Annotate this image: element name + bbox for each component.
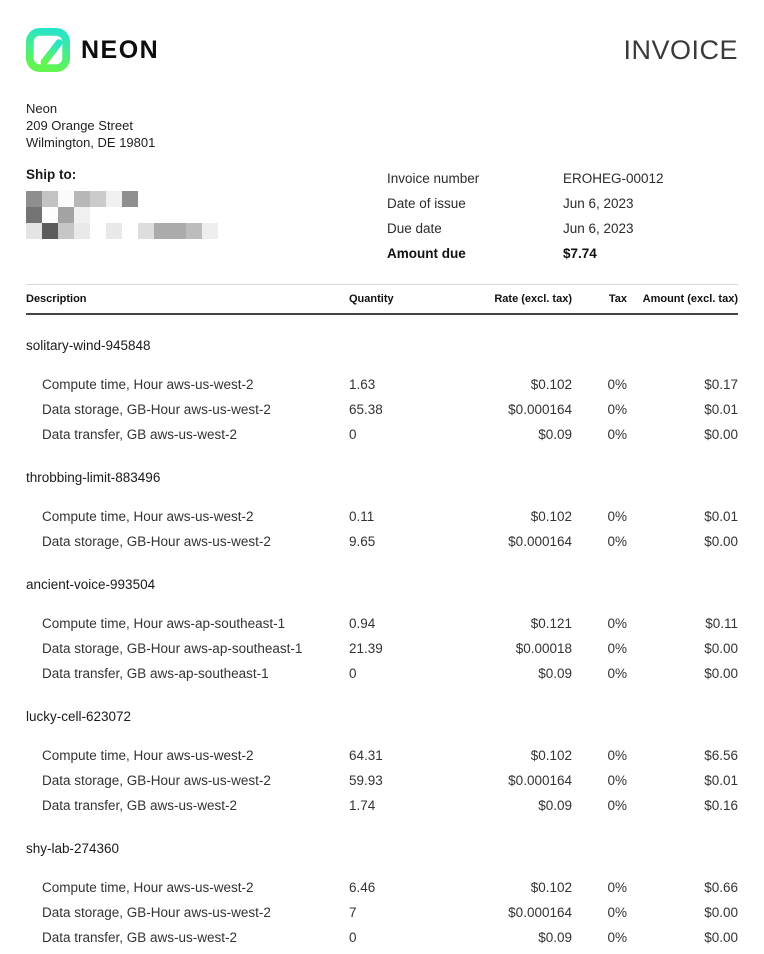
table-group: [26, 554, 738, 686]
meta-value: $7.74: [563, 246, 597, 261]
table-group: [26, 818, 738, 950]
cell-description: Data transfer, GB aws-us-west-2: [42, 930, 238, 945]
meta-label: Amount due: [387, 246, 466, 261]
column-header-amount: Amount (excl. tax): [642, 293, 738, 305]
cell-quantity: 59.93: [349, 773, 383, 788]
cell-rate: $0.000164: [508, 402, 572, 417]
table-row: [26, 504, 738, 529]
cell-quantity: 21.39: [349, 641, 383, 656]
redacted-pixel: [122, 223, 138, 239]
redacted-pixel: [42, 191, 58, 207]
cell-tax: 0%: [607, 509, 627, 524]
table-group: [26, 315, 738, 447]
invoice-mid-section: [26, 166, 738, 266]
meta-row: [387, 241, 738, 266]
project-name: throbbing-limit-883496: [26, 470, 161, 485]
cell-tax: 0%: [607, 616, 627, 631]
neon-logo: [26, 28, 159, 72]
cell-rate: $0.102: [530, 509, 572, 524]
cell-description: Compute time, Hour aws-ap-southeast-1: [42, 616, 286, 631]
company-address: [26, 100, 738, 151]
redacted-pixel: [58, 223, 74, 239]
cell-amount: $0.00: [704, 905, 738, 920]
cell-quantity: 1.63: [349, 377, 376, 392]
table-row: [26, 768, 738, 793]
table-row: [26, 793, 738, 818]
cell-quantity: 0: [349, 427, 357, 442]
redacted-pixel: [58, 191, 74, 207]
table-row: [26, 611, 738, 636]
cell-amount: $0.01: [704, 773, 738, 788]
redacted-pixel: [26, 207, 42, 223]
cell-amount: $0.00: [704, 930, 738, 945]
cell-description: Data storage, GB-Hour aws-us-west-2: [42, 773, 271, 788]
cell-rate: $0.09: [538, 930, 572, 945]
redacted-pixel: [106, 223, 122, 239]
project-name: lucky-cell-623072: [26, 709, 132, 724]
cell-rate: $0.102: [530, 377, 572, 392]
cell-rate: $0.000164: [508, 905, 572, 920]
cell-description: Data transfer, GB aws-us-west-2: [42, 427, 238, 442]
cell-tax: 0%: [607, 748, 627, 763]
table-row: [26, 900, 738, 925]
cell-description: Compute time, Hour aws-us-west-2: [42, 748, 254, 763]
redacted-pixel-row: [26, 207, 387, 223]
meta-row: [387, 166, 738, 191]
redacted-pixel: [26, 191, 42, 207]
cell-rate: $0.102: [530, 748, 572, 763]
invoice-table-body: [26, 315, 738, 950]
cell-tax: 0%: [607, 402, 627, 417]
cell-rate: $0.00018: [515, 641, 572, 656]
cell-description: Data transfer, GB aws-ap-southeast-1: [42, 666, 269, 681]
table-row: [26, 875, 738, 900]
cell-description: Compute time, Hour aws-us-west-2: [42, 509, 254, 524]
cell-amount: $0.66: [704, 880, 738, 895]
cell-description: Data storage, GB-Hour aws-us-west-2: [42, 402, 271, 417]
redacted-pixel: [122, 191, 138, 207]
company-name: Neon: [26, 101, 58, 116]
ship-to-label: Ship to:: [26, 167, 77, 182]
cell-tax: 0%: [607, 641, 627, 656]
cell-quantity: 0: [349, 666, 357, 681]
ship-to-redacted: [26, 191, 387, 239]
cell-quantity: 0.94: [349, 616, 376, 631]
neon-logo-icon: [26, 28, 70, 72]
meta-label: Date of issue: [387, 196, 466, 211]
meta-label: Invoice number: [387, 171, 480, 186]
table-row: [26, 397, 738, 422]
redacted-pixel: [106, 207, 122, 223]
cell-tax: 0%: [607, 880, 627, 895]
redacted-pixel: [90, 191, 106, 207]
cell-amount: $6.56: [704, 748, 738, 763]
cell-amount: $0.00: [704, 666, 738, 681]
cell-rate: $0.000164: [508, 773, 572, 788]
table-header-row: [26, 284, 738, 315]
cell-amount: $0.01: [704, 509, 738, 524]
redacted-pixel: [154, 223, 170, 239]
redacted-pixel: [42, 207, 58, 223]
neon-wordmark: NEON: [81, 35, 160, 64]
cell-amount: $0.01: [704, 402, 738, 417]
cell-amount: $0.00: [704, 427, 738, 442]
redacted-pixel: [106, 191, 122, 207]
meta-value: EROHEG-00012: [563, 171, 664, 186]
column-header-tax: Tax: [608, 293, 627, 305]
cell-tax: 0%: [607, 798, 627, 813]
cell-amount: $0.00: [704, 534, 738, 549]
table-row: [26, 529, 738, 554]
cell-quantity: 64.31: [349, 748, 383, 763]
cell-amount: $0.17: [704, 377, 738, 392]
cell-tax: 0%: [607, 666, 627, 681]
table-row: [26, 372, 738, 397]
meta-value: Jun 6, 2023: [563, 196, 634, 211]
redacted-pixel-row: [26, 191, 387, 207]
table-row: [26, 422, 738, 447]
cell-rate: $0.09: [538, 798, 572, 813]
table-row: [26, 743, 738, 768]
redacted-pixel: [58, 207, 74, 223]
invoice-table: [26, 284, 738, 950]
redacted-pixel: [186, 223, 202, 239]
redacted-pixel: [90, 207, 106, 223]
redacted-pixel: [74, 223, 90, 239]
redacted-pixel: [74, 191, 90, 207]
cell-description: Data transfer, GB aws-us-west-2: [42, 798, 238, 813]
cell-description: Data storage, GB-Hour aws-ap-southeast-1: [42, 641, 303, 656]
ship-to-block: [26, 166, 387, 239]
redacted-pixel: [42, 223, 58, 239]
invoice-header: [26, 0, 738, 72]
meta-row: [387, 191, 738, 216]
company-street: 209 Orange Street: [26, 118, 133, 133]
meta-label: Due date: [387, 221, 442, 236]
cell-tax: 0%: [607, 905, 627, 920]
cell-tax: 0%: [607, 427, 627, 442]
redacted-pixel: [74, 207, 90, 223]
cell-amount: $0.11: [705, 616, 738, 631]
cell-description: Data storage, GB-Hour aws-us-west-2: [42, 905, 271, 920]
meta-row: [387, 216, 738, 241]
project-name: shy-lab-274360: [26, 841, 120, 856]
project-name: solitary-wind-945848: [26, 338, 151, 353]
redacted-pixel: [90, 223, 106, 239]
cell-rate: $0.09: [538, 666, 572, 681]
project-name: ancient-voice-993504: [26, 577, 156, 592]
table-group: [26, 447, 738, 554]
cell-quantity: 0.11: [349, 509, 375, 524]
redacted-pixel: [170, 223, 186, 239]
cell-amount: $0.00: [704, 641, 738, 656]
cell-description: Compute time, Hour aws-us-west-2: [42, 377, 254, 392]
table-group: [26, 686, 738, 818]
cell-rate: $0.121: [530, 616, 572, 631]
table-row: [26, 661, 738, 686]
cell-amount: $0.16: [704, 798, 738, 813]
cell-quantity: 65.38: [349, 402, 383, 417]
cell-quantity: 6.46: [349, 880, 376, 895]
redacted-pixel: [138, 223, 154, 239]
company-city: Wilmington, DE 19801: [26, 135, 156, 150]
cell-quantity: 9.65: [349, 534, 376, 549]
column-header-description: Description: [26, 293, 87, 305]
cell-quantity: 0: [349, 930, 357, 945]
cell-description: Data storage, GB-Hour aws-us-west-2: [42, 534, 271, 549]
cell-tax: 0%: [607, 773, 627, 788]
cell-tax: 0%: [607, 930, 627, 945]
table-row: [26, 636, 738, 661]
cell-tax: 0%: [607, 534, 627, 549]
cell-tax: 0%: [607, 377, 627, 392]
cell-description: Compute time, Hour aws-us-west-2: [42, 880, 254, 895]
cell-rate: $0.09: [538, 427, 572, 442]
column-header-rate: Rate (excl. tax): [494, 293, 572, 305]
redacted-pixel: [202, 223, 218, 239]
column-header-quantity: Quantity: [349, 293, 394, 305]
cell-rate: $0.000164: [508, 534, 572, 549]
cell-quantity: 7: [349, 905, 357, 920]
cell-quantity: 1.74: [349, 798, 376, 813]
cell-rate: $0.102: [530, 880, 572, 895]
redacted-pixel-row: [26, 223, 387, 239]
meta-value: Jun 6, 2023: [563, 221, 634, 236]
redacted-pixel: [122, 207, 138, 223]
table-row: [26, 925, 738, 950]
invoice-meta: [387, 166, 738, 266]
redacted-pixel: [26, 223, 42, 239]
page-title: INVOICE: [623, 34, 738, 65]
